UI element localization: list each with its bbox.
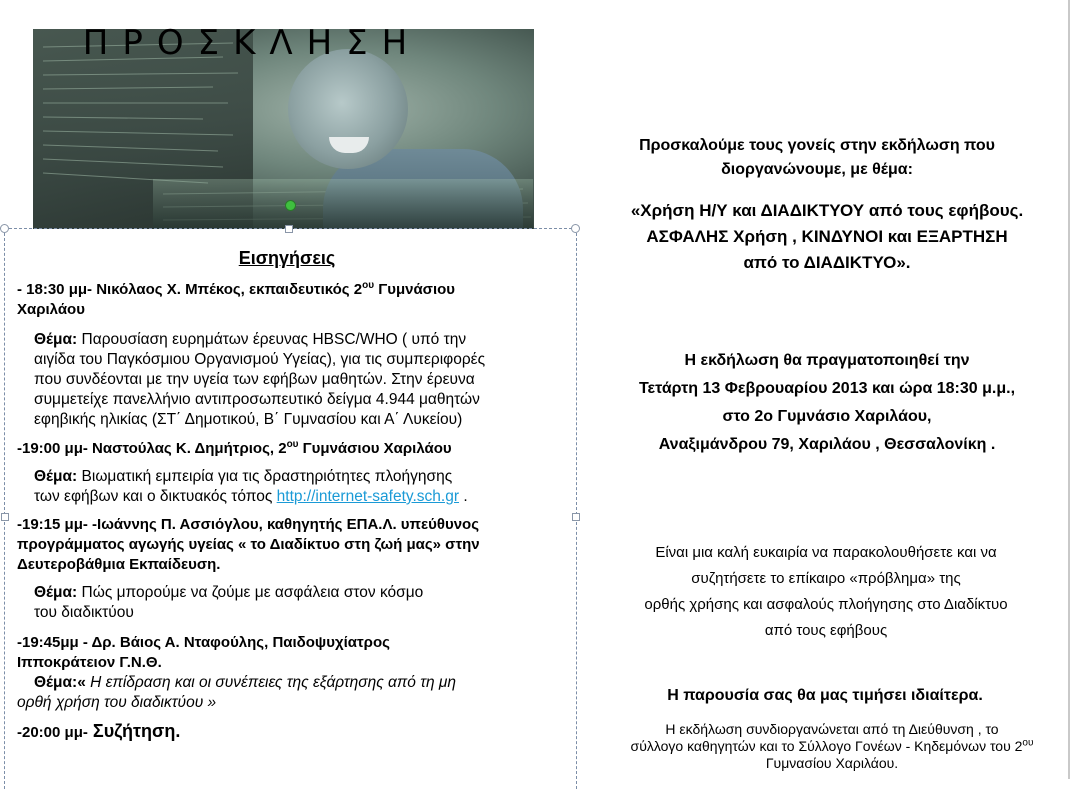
resize-handle-top-left[interactable] (0, 224, 9, 233)
topic-2-line1: Βιωματική εμπειρία για τις δραστηριότητες πλοήγησης (77, 468, 453, 485)
speaker-5 (17, 721, 557, 743)
event-address: Αναξιμάνδρου 79, Χαριλάου , Θεσσαλονίκη . (658, 436, 996, 453)
topic-3-label: Θέμα: (34, 584, 78, 601)
topic-3-line2: του διαδικτύου (34, 604, 134, 621)
organizers-footer (612, 721, 1052, 772)
speaker-1 (17, 280, 557, 320)
topic-2-line2: των εφήβων και ο δικτυακός τόπος (34, 488, 277, 505)
topic-1-label: Θέμα: (34, 331, 78, 348)
opportunity-text (586, 540, 1066, 644)
footer-line3: Γυμνασίου Χαριλάου. (765, 755, 899, 771)
event-details (592, 347, 1062, 459)
speaker-3-line1: -19:15 μμ- -Ιωάννης Π. Ασσιόγλου, καθηγητής ΕΠΑ.Λ. υπεύθυνος (17, 516, 480, 533)
theme-line3: από το ΔΙΑΔΙΚΤΥΟ». (743, 253, 911, 272)
resize-handle-top-right[interactable] (571, 224, 580, 233)
topic-1-line3: που συνδέονται με την υγεία των εφήβων μαθητών. Στην έρευνα (34, 371, 475, 388)
topic-3-line1: Πώς μπορούμε να ζούμε με ασφάλεια στον κόσμο (77, 584, 424, 601)
speaker-4-line2: Ιπποκράτειον Γ.Ν.Θ. (17, 654, 162, 671)
footer-line2: σύλλογο καθηγητών και το Σύλλογο Γονέων - Κηδεμόνων του 2 (630, 738, 1023, 754)
invite-line2: διοργανώνουμε, με θέμα: (721, 161, 913, 178)
footer-line1: Η εκδήλωση συνδιοργανώνεται από τη Διεύθυνση , το (665, 721, 999, 737)
invitation-title: ΠΡΟΣΚΛΗΣΗ (82, 23, 422, 63)
speaker-2-text: -19:00 μμ- Ναστούλας Κ. Δημήτριος, 2 (17, 440, 287, 457)
topic-1-line5: εφηβικής ηλικίας (ΣΤ΄ Δημοτικού, Β΄ Γυμνασίου και Α΄ Λυκείου) (34, 411, 463, 428)
internet-safety-link[interactable]: http://internet-safety.sch.gr (276, 488, 460, 505)
chance-line4: από τους εφήβους (764, 622, 888, 639)
topic-1-line2: αιγίδα του Παγκόσμιου Οργανισμού Υγείας), για τις συμπεριφορές (34, 351, 486, 368)
speaker-1-sup: ου (362, 280, 375, 291)
chance-line2: συζητήσετε το επίκαιρο «πρόβλημα» της (691, 570, 961, 587)
talks-heading: Εισηγήσεις (238, 248, 336, 268)
speaker-3-line2: προγράμματος αγωγής υγείας « το Διαδίκτυο στη ζωή μας» στην (17, 536, 480, 553)
invite-intro (592, 134, 1042, 182)
speaker-4-line1: -19:45μμ - Δρ. Βάιος Α. Νταφούλης, Παιδοψυχίατρος (17, 634, 390, 651)
resize-handle-top[interactable] (285, 225, 293, 233)
speaker-2-text-end: Γυμνάσιου Χαριλάου (298, 440, 452, 457)
topic-4-line1: Η επίδραση και οι συνέπειες της εξάρτησης από τη μη (85, 674, 457, 691)
speaker-1-text: - 18:30 μμ- Νικόλαος Χ. Μπέκος, εκπαιδευτικός 2 (17, 281, 363, 298)
event-theme (588, 198, 1066, 276)
event-school: στο 2ο Γυμνάσιο Χαριλάου, (722, 408, 932, 425)
topic-1-line1: Παρουσίαση ευρημάτων έρευνας HBSC/WHO ( υπό την (77, 331, 467, 348)
topic-1-line4: συμμετείχε πανελλήνιο αντιπροσωπευτικό δείγμα 4.944 μαθητών (34, 391, 480, 408)
topic-4-line2: ορθή χρήση του διαδικτύου » (17, 694, 217, 711)
topic-2-line2-end: . (459, 488, 468, 505)
event-date: Τετάρτη 13 Φεβρουαρίου 2013 και ώρα 18:30 μ.μ., (638, 380, 1016, 397)
event-line1: Η εκδήλωση θα πραγματοποιηθεί την (684, 352, 970, 369)
topic-2-label: Θέμα: (34, 468, 78, 485)
speaker-3-line3: Δευτεροβάθμια Εκπαίδευση. (17, 556, 221, 573)
speaker-5-text: Συζήτηση. (87, 721, 181, 741)
resize-handle-left[interactable] (1, 513, 9, 521)
footer-sup: ου (1022, 737, 1034, 749)
speaker-4 (17, 633, 557, 673)
resize-handle-right[interactable] (572, 513, 580, 521)
honor-text: Η παρουσία σας θα μας τιμήσει ιδιαίτερα. (667, 687, 983, 704)
chance-line1: Είναι μια καλή ευκαιρία να παρακολουθήσετε και να (655, 544, 997, 561)
talks-textbox[interactable] (17, 248, 557, 743)
speaker-5-time: -20:00 μμ- (17, 724, 88, 741)
speaker-2 (17, 439, 557, 459)
speaker-1-text-end: Γυμνάσιου (374, 281, 456, 298)
topic-3 (34, 583, 557, 623)
invite-line1: Προσκαλούμε τους γονείς στην εκδήλωση που (639, 137, 995, 154)
topic-4 (17, 673, 557, 713)
speaker-1-line2: Χαριλάου (17, 301, 85, 318)
speaker-3 (17, 515, 557, 575)
chance-line3: ορθής χρήσης και ασφαλούς πλοήγησης στο Διαδίκτυο (644, 596, 1008, 613)
topic-1 (34, 330, 557, 430)
speaker-2-sup: ου (286, 439, 299, 450)
theme-line2: ΑΣΦΑΛΗΣ Χρήση , ΚΙΝΔΥΝΟΙ και ΕΞΑΡΤΗΣΗ (646, 227, 1008, 246)
topic-2 (34, 467, 557, 507)
photo-keyboard (153, 179, 533, 229)
rotate-handle[interactable] (285, 200, 296, 211)
theme-line1: «Χρήση Η/Υ και ΔΙΑΔΙΚΤΥΟΥ από τους εφήβους. (630, 201, 1024, 220)
topic-4-label: Θέμα:« (34, 674, 86, 691)
